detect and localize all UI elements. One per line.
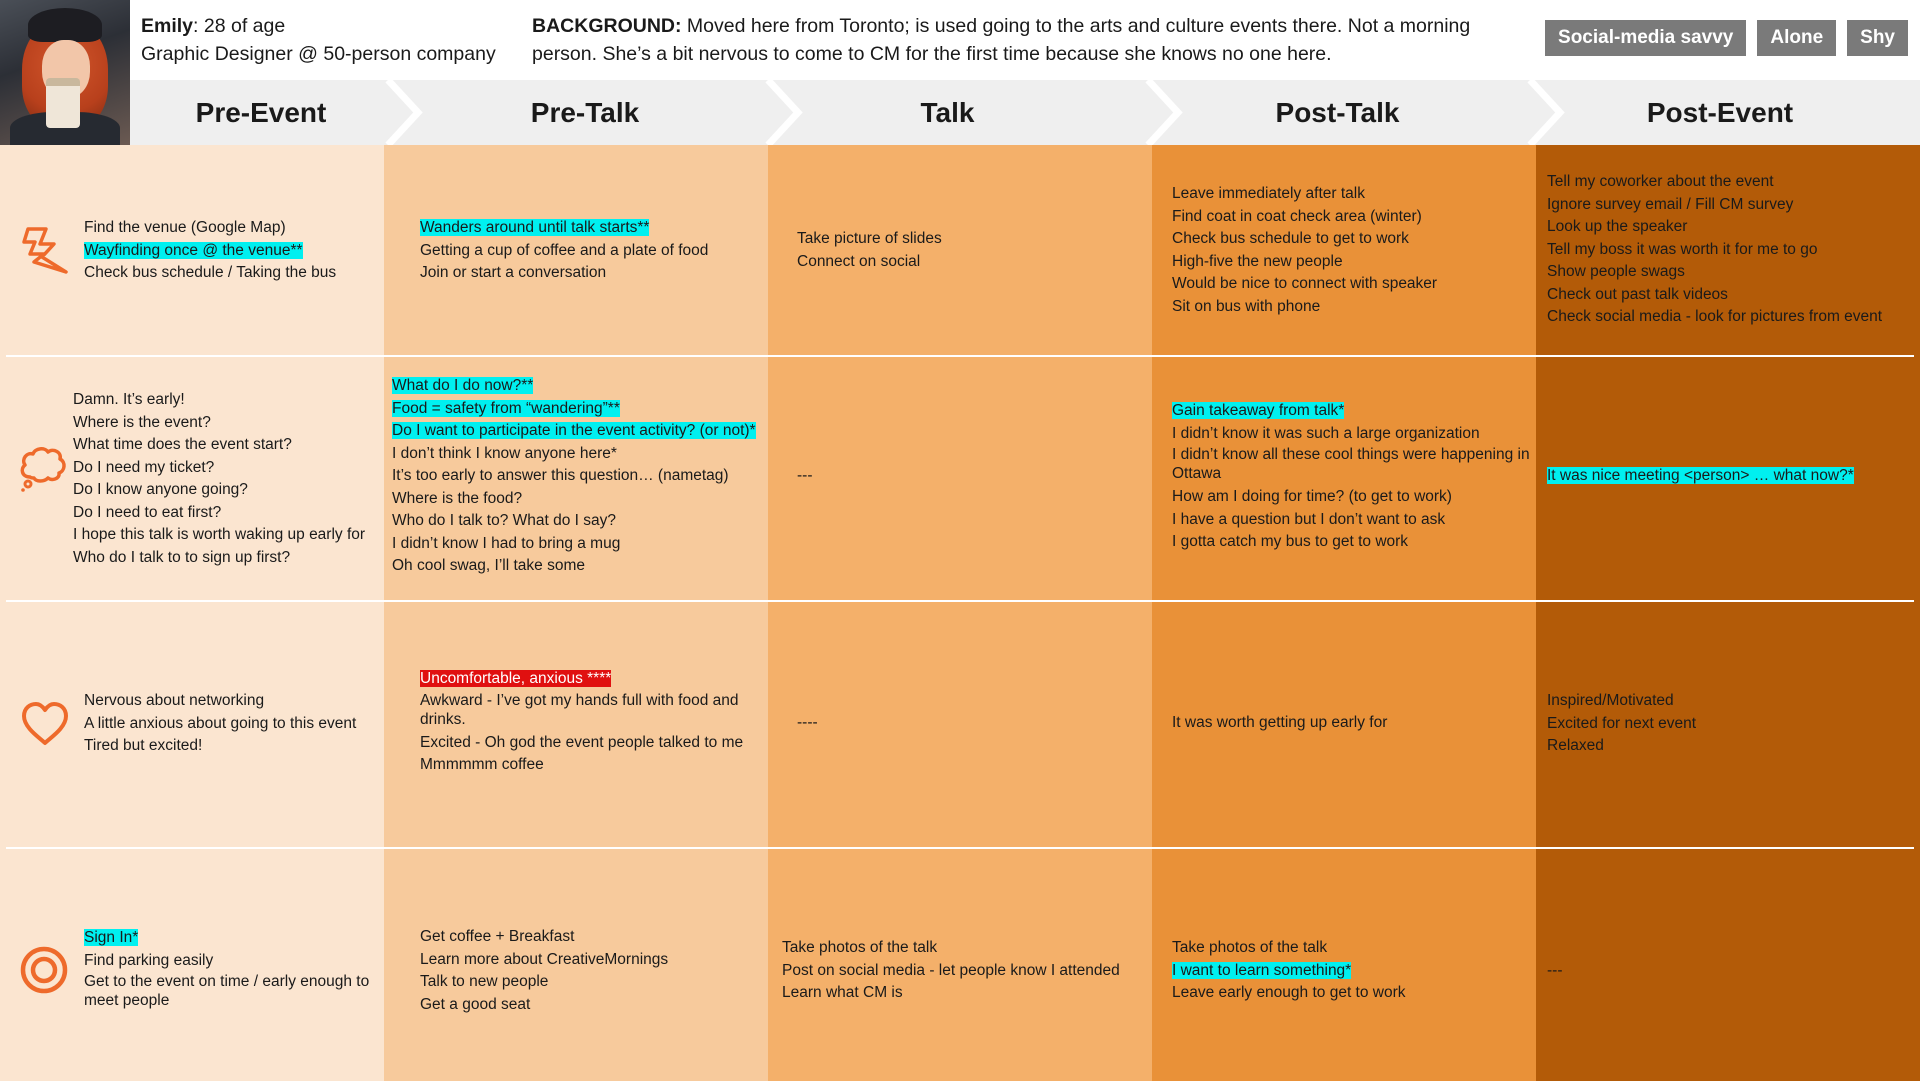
list-item: Check bus schedule to get to work [1172,230,1409,247]
persona-tags [1545,20,1908,56]
list-item: Nervous about networking [84,692,265,709]
list-item: Tell my coworker about the event [1547,173,1774,190]
list-item: Ignore survey email / Fill CM survey [1547,195,1794,213]
stage-post-event: Post-Event [1646,97,1794,128]
list-item: Uncomfortable, anxious **** [420,670,612,687]
list-item: Food = safety from “wandering”** [392,399,620,417]
list-item: Where is the event? [73,413,211,431]
list-item: Sit on bus with phone [1172,297,1321,315]
list-item: --- [797,467,813,484]
cell-doing-post-talk [1172,183,1532,318]
chevron-arrow-icon [1526,80,1566,145]
list-item: I don’t think I know anyone here* [392,444,617,462]
list-item: --- [1547,962,1563,979]
list-item: Get coffee + Breakfast [420,928,575,945]
list-item: High-five the new people [1172,252,1343,270]
tag-social-media-savvy: Social-media savvy [1545,20,1746,56]
cell-thinking-pre-event [73,389,383,569]
stage-pre-talk: Pre-Talk [530,97,640,128]
cell-thinking-post-event [1547,465,1917,488]
list-item: Gain takeaway from talk* [1172,402,1345,419]
list-item: Wayfinding once @ the venue** [84,241,303,259]
stage-talk: Talk [920,97,975,128]
list-item: It was nice meeting <person> … what now?* [1547,467,1854,484]
list-item: Post on social media - let people know I attended [782,961,1120,979]
persona-photo [0,0,130,145]
persona-age: : 28 of age [193,15,286,37]
list-item: Get a good seat [420,995,531,1013]
list-item: Talk to new people [420,973,549,990]
list-item: It was worth getting up early for [1172,714,1388,731]
list-item: Who do I talk to to sign up first? [73,548,291,566]
list-item: Do I want to participate in the event activity? (or not)* [392,422,756,439]
list-item: I didn’t know it was such a large organization [1172,424,1480,442]
list-item: Excited for next event [1547,714,1697,732]
list-item: I have a question but I don’t want to ask [1172,510,1446,528]
list-item: Would be nice to connect with speaker [1172,275,1438,292]
cell-goals-post-talk [1172,937,1406,1005]
row-divider [6,847,1914,849]
cell-thinking-pre-talk [392,375,768,578]
target-icon [19,945,69,995]
list-item: What do I do now?** [392,377,534,394]
background-text: Moved here from Toronto; is used going to the arts and culture events there. Not a morning person. She’s a bit nervous to come to CM for the first time because she knows no one here. [532,15,1471,65]
list-item: Show people swags [1547,263,1685,280]
cell-doing-pre-event [84,217,336,285]
heart-icon [20,699,70,749]
list-item: Sign In* [84,929,139,946]
persona-info [141,12,496,68]
cell-goals-pre-event [84,927,374,1010]
persona-role: Graphic Designer @ 50-person company [141,43,496,65]
list-item: Take picture of slides [797,230,942,247]
list-item: Find parking easily [84,951,214,969]
list-item: I want to learn something* [1172,961,1352,979]
cell-doing-post-event [1547,171,1917,329]
list-item: I didn’t know all these cool things were happening in Ottawa [1172,446,1530,482]
list-item: Connect on social [797,252,921,270]
list-item: ---- [797,714,818,731]
persona-background [532,12,1492,68]
tag-shy: Shy [1847,20,1908,56]
list-item: Do I need my ticket? [73,458,215,476]
tag-alone: Alone [1757,20,1836,56]
list-item: Take photos of the talk [1172,939,1328,956]
list-item: Find the venue (Google Map) [84,219,286,236]
list-item: Learn what CM is [782,984,903,1001]
list-item: Excited - Oh god the event people talked to me [420,733,744,751]
list-item: How am I doing for time? (to get to work) [1172,488,1452,505]
list-item: Find coat in coat check area (winter) [1172,207,1422,225]
chevron-arrow-icon [764,80,804,145]
cell-feeling-post-talk [1172,712,1387,735]
cell-goals-talk [782,937,1152,1005]
list-item: Tired but excited! [84,737,203,754]
list-item: A little anxious about going to this event [84,714,357,732]
chevron-arrow-icon [384,80,424,145]
background-label: BACKGROUND: [532,15,682,37]
list-item: Wanders around until talk starts** [420,219,650,236]
cell-goals-pre-talk [420,926,668,1016]
list-item: I gotta catch my bus to get to work [1172,533,1409,550]
list-item: Check out past talk videos [1547,285,1728,303]
cell-feeling-pre-talk [420,668,765,777]
list-item: Do I need to eat first? [73,503,222,521]
row-divider [6,600,1914,602]
cell-thinking-talk [797,465,813,488]
list-item: Inspired/Motivated [1547,692,1674,709]
cell-feeling-pre-event [84,690,384,758]
list-item: Look up the speaker [1547,218,1688,235]
list-item: Take photos of the talk [782,939,938,956]
persona-name: Emily [141,15,194,37]
list-item: Awkward - I’ve got my hands full with food and drinks. [420,691,739,728]
list-item: Tell my boss it was worth it for me to go [1547,240,1818,258]
cell-thinking-post-talk [1172,400,1532,554]
list-item: Check bus schedule / Taking the bus [84,264,337,281]
list-item: It’s too early to answer this question… (nametag) [392,467,729,484]
cell-feeling-talk [797,712,818,735]
list-item: Relaxed [1547,737,1604,754]
cell-feeling-post-event [1547,690,1696,758]
list-item: Get to the event on time / early enough to meet people [84,973,370,1009]
lightning-icon [20,226,70,276]
row-divider [6,355,1914,357]
list-item: I hope this talk is worth waking up early for [73,526,366,543]
list-item: Leave early enough to get to work [1172,984,1406,1001]
cell-doing-talk [797,228,942,273]
thought-bubble-icon [18,443,68,493]
list-item: I didn’t know I had to bring a mug [392,534,621,552]
list-item: Check social media - look for pictures from event [1547,308,1883,325]
list-item: Learn more about CreativeMornings [420,950,669,968]
chevron-arrow-icon [1144,80,1184,145]
list-item: Damn. It’s early! [73,391,185,408]
list-item: What time does the event start? [73,436,292,453]
stage-post-talk: Post-Talk [1275,97,1400,128]
cell-goals-post-event [1547,960,1563,983]
list-item: Where is the food? [392,489,523,507]
cell-doing-pre-talk [420,217,760,285]
stage-pre-event: Pre-Event [195,97,327,128]
list-item: Leave immediately after talk [1172,185,1365,202]
list-item: Join or start a conversation [420,264,607,281]
list-item: Oh cool swag, I’ll take some [392,557,585,574]
list-item: Mmmmmm coffee [420,756,544,773]
list-item: Do I know anyone going? [73,481,248,498]
list-item: Getting a cup of coffee and a plate of food [420,241,709,259]
list-item: Who do I talk to? What do I say? [392,512,617,529]
